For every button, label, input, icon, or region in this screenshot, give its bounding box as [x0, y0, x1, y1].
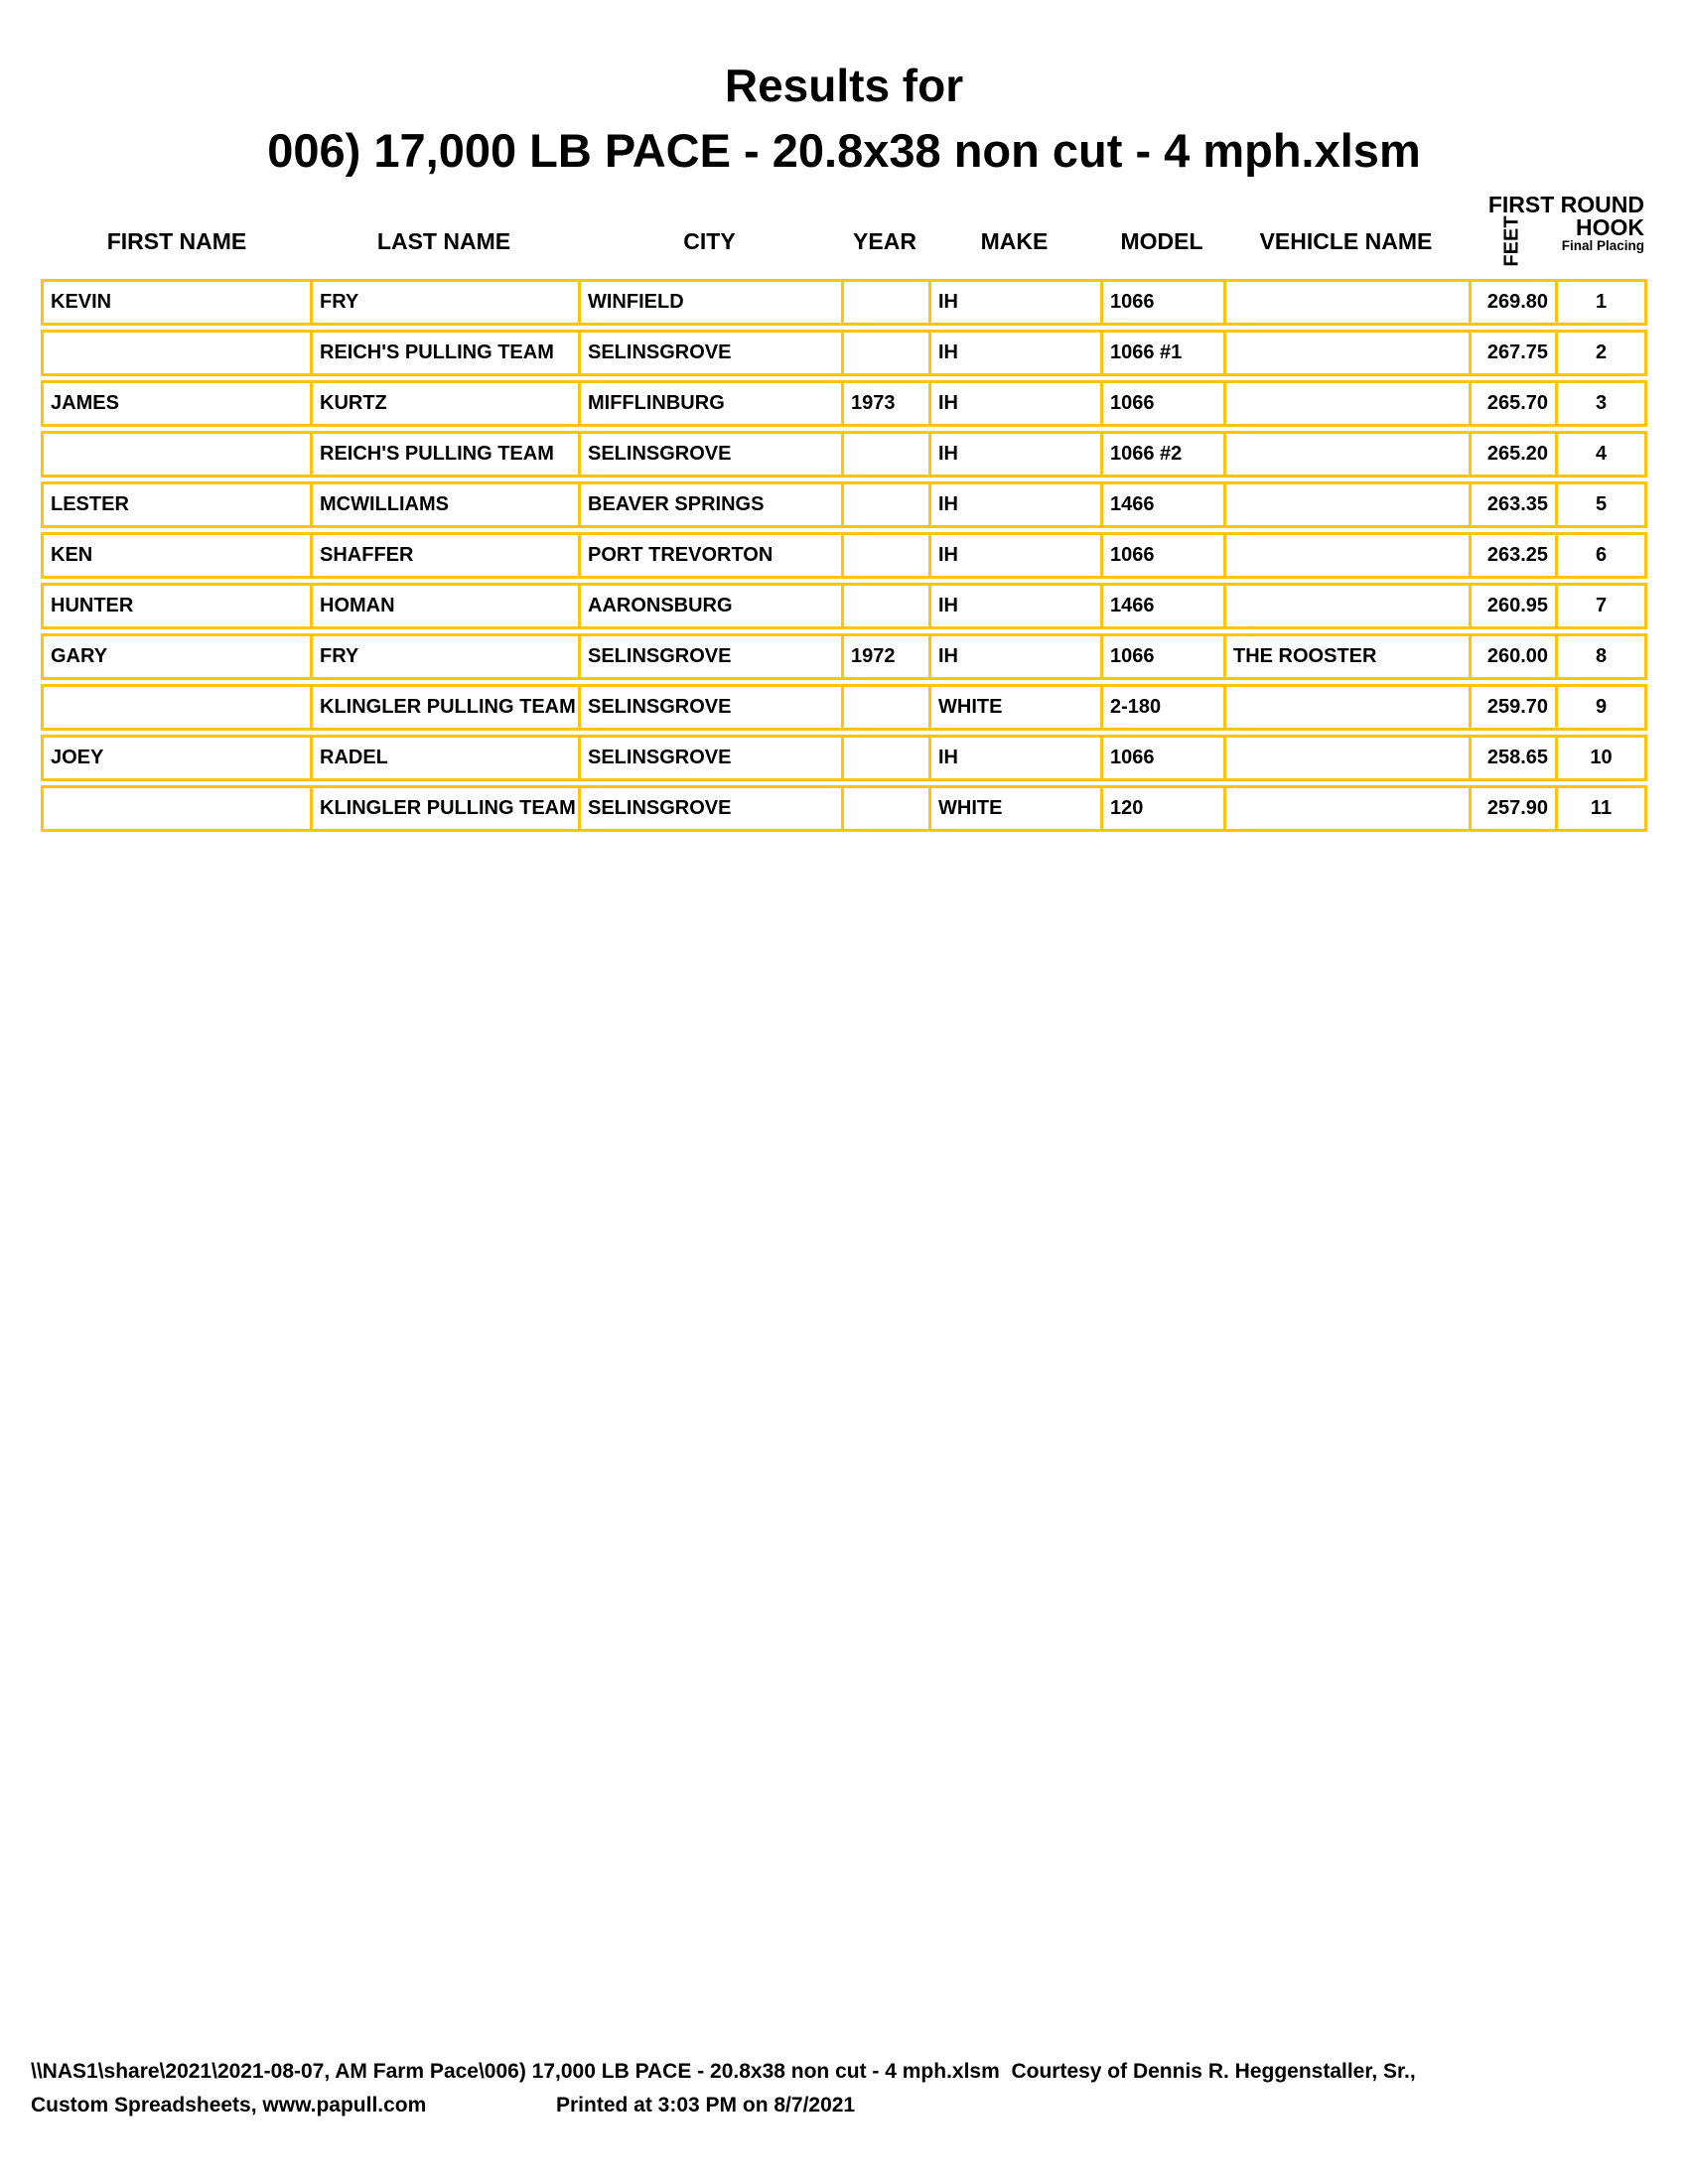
- first-name-cell: [44, 788, 313, 829]
- make-cell: WHITE: [931, 788, 1103, 829]
- model-cell: 1066: [1103, 282, 1226, 323]
- table-row: [41, 684, 1647, 731]
- page-title: Results for: [724, 60, 964, 111]
- last-name-cell: RADEL: [313, 738, 581, 778]
- last-name-cell: REICH'S PULLING TEAM: [313, 333, 581, 373]
- model-cell: 1466: [1103, 484, 1226, 525]
- vehicle-name-cell: [1226, 535, 1472, 576]
- placing-cell: 6: [1595, 544, 1608, 566]
- table-row: [41, 532, 1647, 579]
- model-cell: 1066: [1103, 738, 1226, 778]
- vehicle-name-cell: [1226, 738, 1472, 778]
- city-cell: SELINSGROVE: [581, 636, 844, 677]
- table-row: [41, 633, 1647, 680]
- make-cell: IH: [931, 738, 1103, 778]
- make-cell: IH: [931, 282, 1103, 323]
- year-cell: [844, 333, 931, 373]
- city-cell: SELINSGROVE: [581, 687, 844, 728]
- placing-cell: 8: [1595, 645, 1608, 667]
- feet-cell: 263.35: [1472, 484, 1558, 525]
- table-header-row: [44, 192, 1644, 267]
- last-name-cell: KURTZ: [313, 383, 581, 424]
- footer-credit-text: Custom Spreadsheets, www.papull.com: [31, 2094, 427, 2116]
- table-row: [41, 431, 1647, 478]
- first-name-cell: KEN: [44, 535, 313, 576]
- city-cell: SELINSGROVE: [581, 738, 844, 778]
- model-cell: 1066: [1103, 535, 1226, 576]
- city-cell: SELINSGROVE: [581, 333, 844, 373]
- vehicle-name-cell: [1226, 484, 1472, 525]
- city-cell: PORT TREVORTON: [581, 535, 844, 576]
- make-cell: IH: [931, 535, 1103, 576]
- make-cell: IH: [931, 636, 1103, 677]
- feet-cell: 260.00: [1472, 636, 1558, 677]
- model-cell: 1066 #1: [1103, 333, 1226, 373]
- model-cell: 1466: [1103, 586, 1226, 626]
- city-cell: MIFFLINBURG: [581, 383, 844, 424]
- col-header-city: CITY: [683, 227, 736, 254]
- table-row: [41, 279, 1647, 326]
- model-cell: 2-180: [1103, 687, 1226, 728]
- model-cell: 1066: [1103, 636, 1226, 677]
- last-name-cell: FRY: [313, 636, 581, 677]
- col-header-last-name: LAST NAME: [376, 227, 511, 254]
- last-name-cell: KLINGLER PULLING TEAM: [313, 687, 581, 728]
- vehicle-name-cell: [1226, 434, 1472, 475]
- placing-cell: 11: [1590, 797, 1613, 819]
- year-cell: [844, 738, 931, 778]
- table-row: [41, 380, 1647, 427]
- year-cell: [844, 282, 931, 323]
- last-name-cell: KLINGLER PULLING TEAM: [313, 788, 581, 829]
- last-name-cell: SHAFFER: [313, 535, 581, 576]
- city-cell: AARONSBURG: [581, 586, 844, 626]
- make-cell: IH: [931, 333, 1103, 373]
- placing-cell: 4: [1595, 443, 1608, 465]
- vehicle-name-cell: [1226, 586, 1472, 626]
- first-name-cell: [44, 333, 313, 373]
- year-cell: [844, 788, 931, 829]
- placing-cell: 9: [1595, 696, 1608, 718]
- vehicle-name-cell: [1226, 383, 1472, 424]
- first-name-cell: GARY: [44, 636, 313, 677]
- year-cell: [844, 586, 931, 626]
- first-name-cell: LESTER: [44, 484, 313, 525]
- page-footer: [31, 2055, 1416, 2122]
- vehicle-name-cell: [1226, 282, 1472, 323]
- table-row: [41, 785, 1647, 832]
- make-cell: IH: [931, 434, 1103, 475]
- first-name-cell: JAMES: [44, 383, 313, 424]
- city-cell: WINFIELD: [581, 282, 844, 323]
- year-cell: [844, 434, 931, 475]
- last-name-cell: HOMAN: [313, 586, 581, 626]
- last-name-cell: FRY: [313, 282, 581, 323]
- feet-cell: 267.75: [1472, 333, 1558, 373]
- model-cell: 1066 #2: [1103, 434, 1226, 475]
- footer-file-path: \\NAS1\share\2021\2021-08-07, AM Farm Pace\006) 17,000 LB PACE - 20.8x38 non cut - 4 mph.xlsm Courtesy of Dennis R. Heggenstaller, Sr.,: [31, 2060, 1416, 2083]
- feet-cell: 257.90: [1472, 788, 1558, 829]
- col-header-year: YEAR: [853, 227, 916, 254]
- col-header-make: MAKE: [980, 227, 1049, 254]
- year-cell: 1972: [844, 636, 931, 677]
- year-cell: [844, 535, 931, 576]
- feet-cell: 265.20: [1472, 434, 1558, 475]
- feet-cell: 258.65: [1472, 738, 1558, 778]
- make-cell: WHITE: [931, 687, 1103, 728]
- vehicle-name-cell: [1226, 333, 1472, 373]
- feet-cell: 263.25: [1472, 535, 1558, 576]
- results-table: [41, 279, 1647, 836]
- make-cell: IH: [931, 484, 1103, 525]
- vehicle-name-cell: THE ROOSTER: [1226, 636, 1472, 677]
- table-row: [41, 330, 1647, 376]
- placing-cell: 7: [1595, 595, 1608, 616]
- feet-rotated-label: FEET: [1500, 214, 1523, 267]
- feet-cell: 269.80: [1472, 282, 1558, 323]
- first-name-cell: [44, 434, 313, 475]
- table-row: [41, 735, 1647, 781]
- make-cell: IH: [931, 383, 1103, 424]
- placing-cell: 10: [1590, 747, 1613, 768]
- first-name-cell: HUNTER: [44, 586, 313, 626]
- vehicle-name-cell: [1226, 687, 1472, 728]
- year-cell: [844, 687, 931, 728]
- placing-cell: 1: [1595, 291, 1608, 313]
- feet-cell: 260.95: [1472, 586, 1558, 626]
- file-title: 006) 17,000 LB PACE - 20.8x38 non cut - 4 mph.xlsm: [267, 124, 1421, 177]
- footer-printed-timestamp: Printed at 3:03 PM on 8/7/2021: [556, 2094, 856, 2116]
- table-row: [41, 583, 1647, 629]
- table-row: [41, 481, 1647, 528]
- footer-credits-line: [31, 2089, 1416, 2122]
- first-name-cell: [44, 687, 313, 728]
- model-cell: 120: [1103, 788, 1226, 829]
- placing-cell: 5: [1595, 493, 1608, 515]
- last-name-cell: REICH'S PULLING TEAM: [313, 434, 581, 475]
- col-header-model: MODEL: [1120, 227, 1203, 254]
- make-cell: IH: [931, 586, 1103, 626]
- year-cell: 1973: [844, 383, 931, 424]
- vehicle-name-cell: [1226, 788, 1472, 829]
- feet-cell: 265.70: [1472, 383, 1558, 424]
- first-name-cell: JOEY: [44, 738, 313, 778]
- hook-header-line1: FIRST ROUND: [1487, 192, 1644, 217]
- col-header-first-name: FIRST NAME: [106, 227, 247, 254]
- placing-cell: 3: [1595, 392, 1608, 414]
- city-cell: SELINSGROVE: [581, 788, 844, 829]
- last-name-cell: MCWILLIAMS: [313, 484, 581, 525]
- placing-cell: 2: [1595, 341, 1608, 363]
- model-cell: 1066: [1103, 383, 1226, 424]
- city-cell: BEAVER SPRINGS: [581, 484, 844, 525]
- hook-header-line2: HOOK: [1576, 214, 1644, 240]
- first-name-cell: KEVIN: [44, 282, 313, 323]
- year-cell: [844, 484, 931, 525]
- col-header-vehicle-name: VEHICLE NAME: [1259, 227, 1433, 254]
- hook-header-line3: Final Placing: [1561, 238, 1644, 253]
- feet-cell: 259.70: [1472, 687, 1558, 728]
- city-cell: SELINSGROVE: [581, 434, 844, 475]
